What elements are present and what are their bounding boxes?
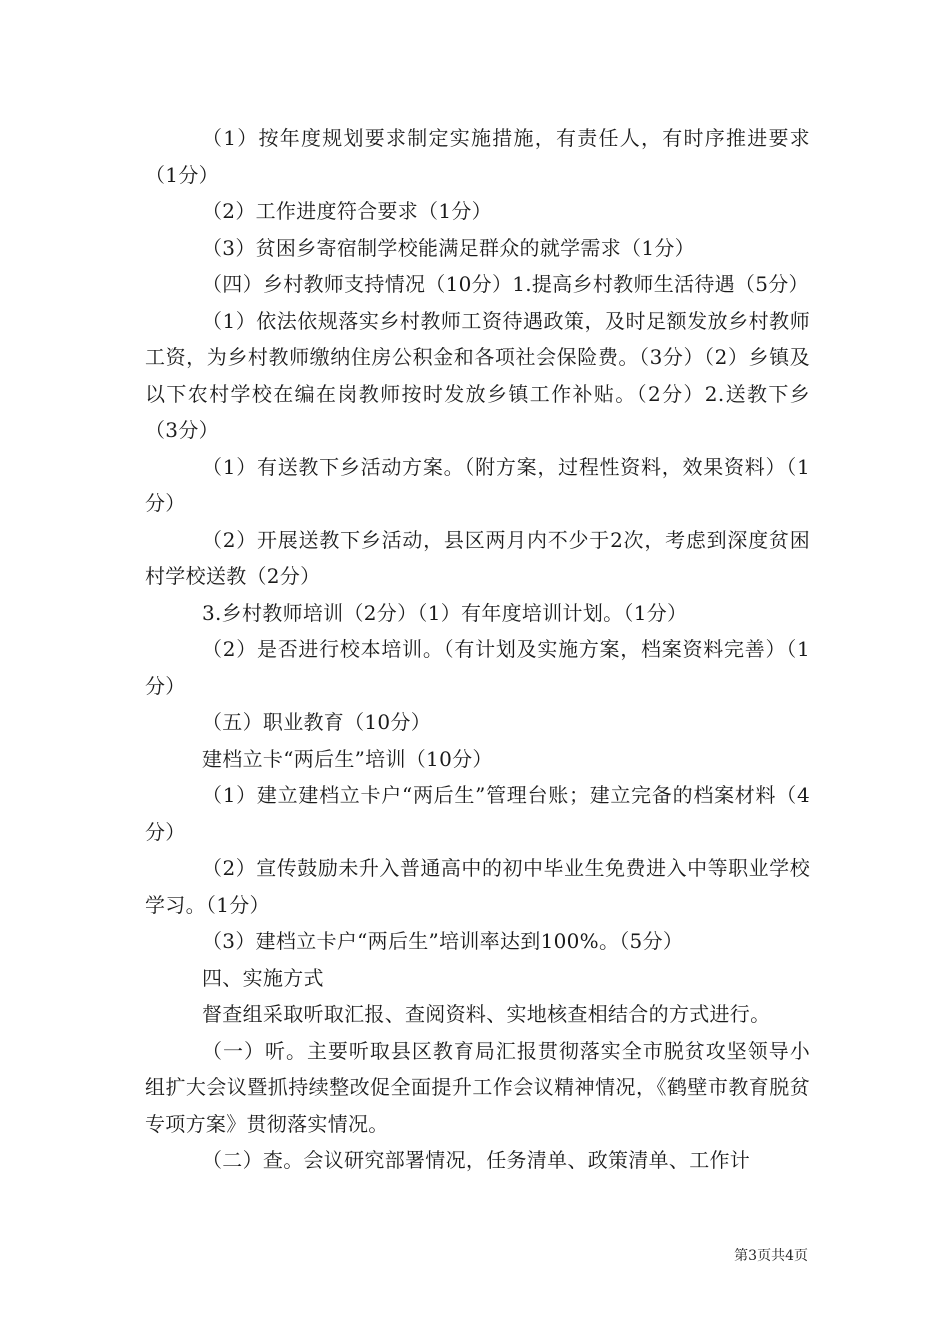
paragraph: （1）建立建档立卡户“两后生”管理台账；建立完备的档案材料（4分） (145, 783, 810, 844)
paragraph: （1）按年度规划要求制定实施措施，有责任人，有时序推进要求（1分） (145, 126, 810, 187)
document-body (145, 120, 810, 1179)
paragraph: （二）查。会议研究部署情况，任务清单、政策清单、工作计 (202, 1148, 751, 1172)
section-heading: 四、实施方式 (202, 965, 324, 990)
section-heading: （五）职业教育（10分） (202, 710, 432, 734)
paragraph: （3）贫困乡寄宿制学校能满足群众的就学需求（1分） (202, 235, 695, 260)
paragraph: 3.乡村教师培训（2分）（1）有年度培训计划。（1分） (202, 600, 688, 625)
paragraph: （2）工作进度符合要求（1分） (202, 199, 492, 223)
paragraph: （2）宣传鼓励未升入普通高中的初中毕业生免费进入中等职业学校学习。（1分） (145, 856, 810, 917)
paragraph: （1）有送教下乡活动方案。（附方案，过程性资料，效果资料）（1分） (145, 454, 810, 515)
page-number-footer: 第3页共4页 (734, 1248, 808, 1264)
paragraph: （2）开展送教下乡活动，县区两月内不少于2次，考虑到深度贫困村学校送教（2分） (145, 527, 810, 588)
paragraph: （一）听。主要听取县区教育局汇报贯彻落实全市脱贫攻坚领导小组扩大会议暨抓持续整改促全面提升工作会议精神情况，《鹤壁市教育脱贫专项方案》贯彻落实情况。 (145, 1038, 810, 1136)
paragraph: 督查组采取听取汇报、查阅资料、实地核查相结合的方式进行。 (202, 1002, 771, 1026)
paragraph: （1）依法依规落实乡村教师工资待遇政策，及时足额发放乡村教师工资，为乡村教师缴纳住房公积金和各项社会保险费。（3分）（2）乡镇及以下农村学校在编在岗教师按时发放乡镇工作补贴。（2分）2.送教下乡（3分） (145, 308, 810, 442)
paragraph: （四）乡村教师支持情况（10分）1.提高乡村教师生活待遇（5分） (202, 272, 809, 296)
paragraph: 建档立卡“两后生”培训（10分） (202, 746, 493, 771)
paragraph: （2）是否进行校本培训。（有计划及实施方案，档案资料完善）（1分） (145, 637, 810, 698)
paragraph: （3）建档立卡户“两后生”培训率达到100%。（5分） (202, 929, 684, 953)
